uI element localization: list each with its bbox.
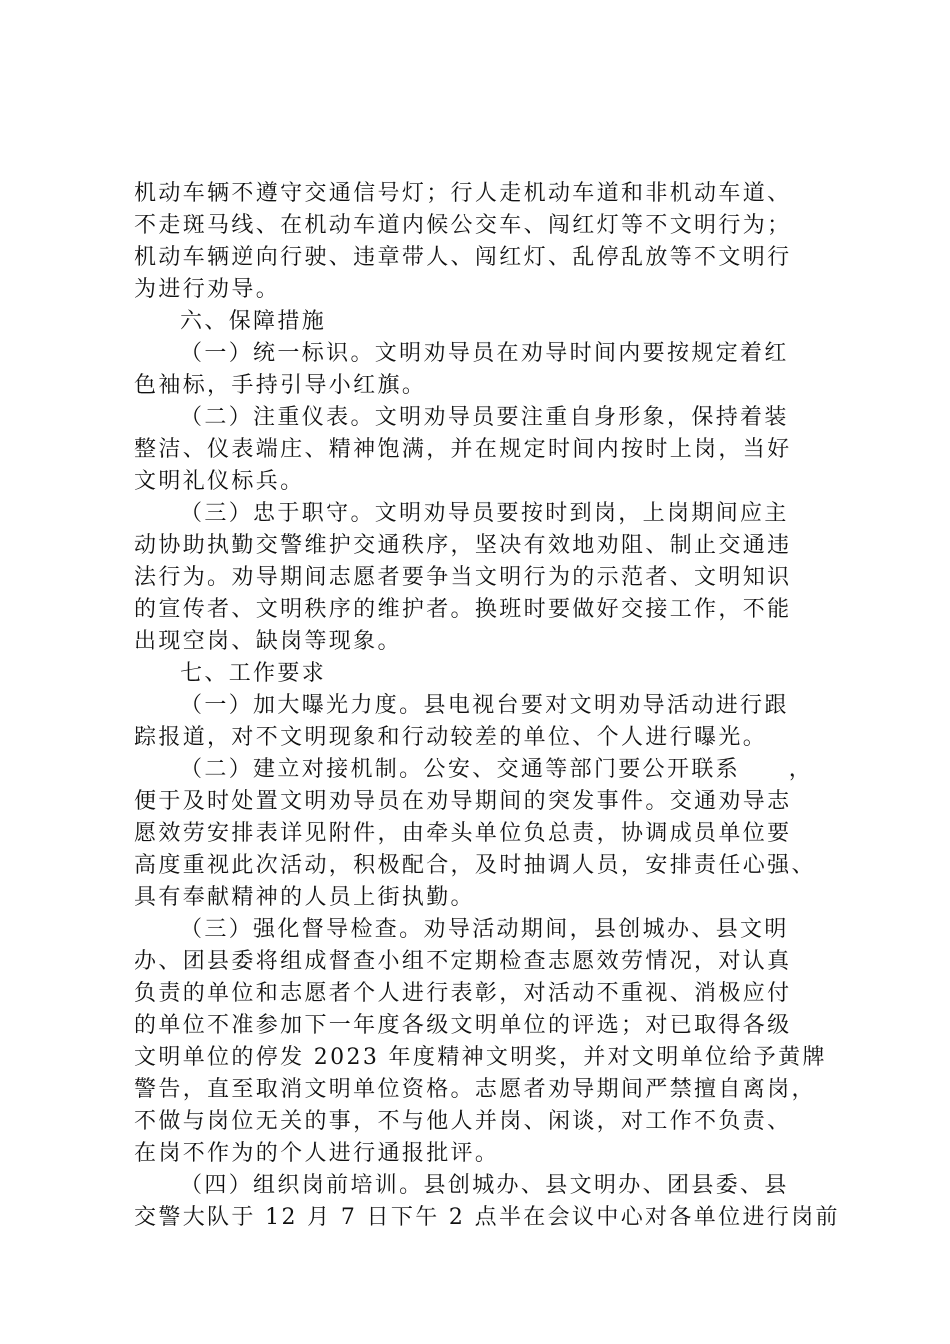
body-text-line: 机动车辆不遵守交通信号灯；行人走机动车道和非机动车道、	[134, 181, 792, 206]
body-text-line: 色袖标，手持引导小红旗。	[134, 373, 427, 398]
body-text-line: 不走斑马线、在机动车道内候公交车、闯红灯等不文明行为；	[134, 213, 792, 238]
body-text-line: 踪报道，对不文明现象和行动较差的单位、个人进行曝光。	[134, 725, 768, 750]
body-text-line: 交警大队于 12 月 7 日下午 2 点半在会议中心对各单位进行岗前	[134, 1205, 840, 1230]
body-text-line: 高度重视此次活动，积极配合，及时抽调人员，安排责任心强、	[134, 853, 816, 878]
body-text-line: （二）注重仪表。文明劝导员要注重自身形象，保持着装	[180, 405, 789, 430]
body-text-line: 便于及时处置文明劝导员在劝导期间的突发事件。交通劝导志	[134, 789, 792, 814]
body-text-line: （二）建立对接机制。公安、交通等部门要公开联系 ，	[180, 757, 814, 782]
body-text-line: 整洁、仪表端庄、精神饱满，并在规定时间内按时上岗，当好	[134, 437, 792, 462]
body-text-line: 负责的单位和志愿者个人进行表彰，对活动不重视、消极应付	[134, 981, 792, 1006]
body-text-line: 的宣传者、文明秩序的维护者。换班时要做好交接工作，不能	[134, 597, 792, 622]
body-text-line: 出现空岗、缺岗等现象。	[134, 629, 402, 654]
section-heading: 六、保障措施	[180, 309, 327, 334]
body-text-line: 文明单位的停发 2023 年度精神文明奖，并对文明单位给予黄牌	[134, 1045, 827, 1070]
body-text-line: （三）忠于职守。文明劝导员要按时到岗，上岗期间应主	[180, 501, 789, 526]
body-text-line: （一）加大曝光力度。县电视台要对文明劝导活动进行跟	[180, 693, 789, 718]
body-text-line: 在岗不作为的个人进行通报批评。	[134, 1141, 500, 1166]
body-text-line: 具有奉献精神的人员上街执勤。	[134, 885, 475, 910]
body-text-line: 为进行劝导。	[134, 277, 281, 302]
body-text-line: 警告，直至取消文明单位资格。志愿者劝导期间严禁擅自离岗，	[134, 1077, 816, 1102]
body-text-line: 机动车辆逆向行驶、违章带人、闯红灯、乱停乱放等不文明行	[134, 245, 792, 270]
body-text-line: 的单位不准参加下一年度各级文明单位的评选；对已取得各级	[134, 1013, 792, 1038]
body-text-line: 不做与岗位无关的事，不与他人并岗、闲谈，对工作不负责、	[134, 1109, 792, 1134]
body-text-line: 文明礼仪标兵。	[134, 469, 305, 494]
body-text-line: 愿效劳安排表详见附件，由牵头单位负总责，协调成员单位要	[134, 821, 792, 846]
body-text-line: 法行为。劝导期间志愿者要争当文明行为的示范者、文明知识	[134, 565, 792, 590]
body-text-line: （三）强化督导检查。劝导活动期间，县创城办、县文明	[180, 917, 789, 942]
body-text-line: 动协助执勤交警维护交通秩序，坚决有效地劝阻、制止交通违	[134, 533, 792, 558]
section-heading: 七、工作要求	[180, 661, 327, 686]
body-text-line: 办、团县委将组成督查小组不定期检查志愿效劳情况，对认真	[134, 949, 792, 974]
body-text-line: （一）统一标识。文明劝导员在劝导时间内要按规定着红	[180, 341, 789, 366]
body-text-line: （四）组织岗前培训。县创城办、县文明办、团县委、县	[180, 1173, 789, 1198]
